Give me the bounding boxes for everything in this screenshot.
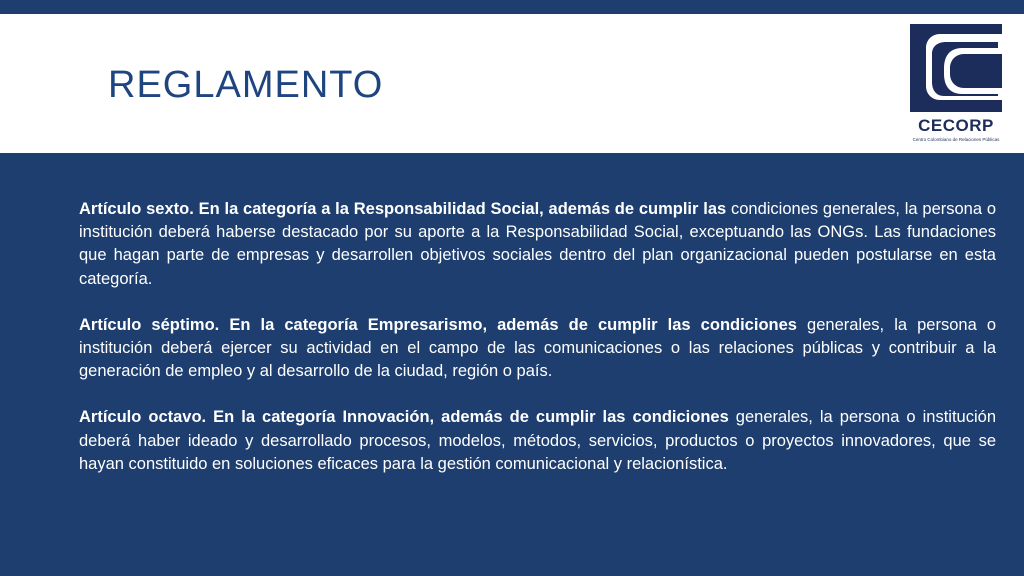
article-text: condiciones generales, la persona o institución deberá haberse destacado por su aporte a la Responsabilidad Social, exceptuando las ONGs. Las fundaciones que hagan parte de empresas y desarrollen objetivos sociales dentro del plan organizacional pueden postularse en esta categoría. <box>79 200 997 288</box>
article-text: generales, la persona o institución deberá ejercer su actividad en el campo de las comunicaciones o las relaciones públicas y contribuir a la generación de empleo y al desarrollo de la ciudad, región o país. <box>79 315 997 381</box>
article-heading: Artículo séptimo. En la categoría Empresarismo, además de cumplir las condiciones <box>79 315 797 334</box>
top-border <box>0 0 1024 14</box>
slide-title: REGLAMENTO <box>108 64 384 106</box>
article-septimo <box>79 314 996 384</box>
article-sexto <box>79 198 996 291</box>
cecorp-logo <box>908 22 1004 150</box>
cecorp-c-logo-icon <box>910 24 1002 112</box>
article-octavo <box>79 406 996 476</box>
logo-subtitle: Centro Colombiano de Relaciones Públicas <box>912 137 1000 142</box>
article-heading: Artículo sexto. En la categoría a la Responsabilidad Social, además de cumplir las <box>79 200 727 218</box>
article-text: generales, la persona o institución deberá haber ideado y desarrollado procesos, modelos, métodos, servicios, productos o proyectos innovadores, que se hayan constituido en soluciones eficaces para la gestión comunicacional y relacionística. <box>79 408 996 473</box>
slide-header <box>0 14 1024 153</box>
logo-name: CECORP <box>918 116 994 135</box>
slide-body <box>79 198 996 499</box>
article-heading: Artículo octavo. En la categoría Innovación, además de cumplir las condiciones <box>79 408 729 427</box>
